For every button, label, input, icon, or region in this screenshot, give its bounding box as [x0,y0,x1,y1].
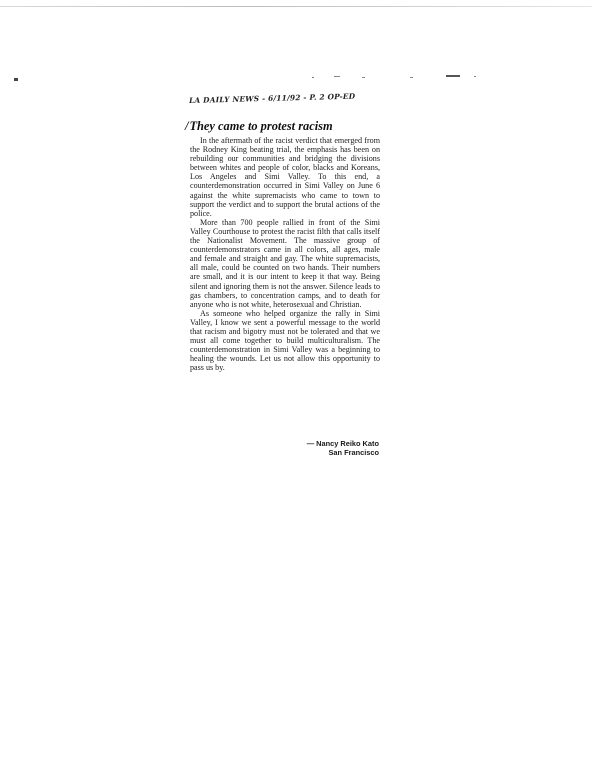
scan-speck [14,78,18,81]
article-body [190,136,380,372]
article-paragraph: In the aftermath of the racist verdict that emerged from the Rodney King beating trial, the emphasis has been on rebuilding our communities and bridging the divisions between whites and people of color, blacks and Koreans, Los Angeles and Simi Valley. To this end, a counterdemonstration occurred in Simi Valley on June 6 against the white supremacists who came to town to support the verdict and to support the brutal actions of the police. [190,136,380,218]
scan-speck [446,75,460,77]
scan-speck [334,76,340,77]
headline-text: They came to protest racism [189,119,333,133]
handwritten-source-note: LA DAILY NEWS - 6/11/92 - P. 2 OP-ED [188,91,356,105]
scan-speck [474,76,476,77]
article-paragraph: As someone who helped organize the rally in Simi Valley, I know we sent a powerful message to the world that racism and bigotry must not be tolerated and that we must all come together to build multiculturalism. The counterdemonstration in Simi Valley was a beginning to healing the wounds. Let us not allow this opportunity to pass us by. [190,308,380,373]
author-name: — Nancy Reiko Kato [306,439,379,448]
headline-check-mark: / [185,119,189,133]
author-city: San Francisco [328,448,379,457]
article-paragraph: More than 700 people rallied in front of the Simi Valley Courthouse to protest the racist filth that calls itself the Nationalist Movement. The massive group of counterdemonstrators came in all colors, all ages, male and female and straight and gay. The white supremacists, all male, could be counted on two hands. Their numbers are small, and it is our intent to keep it that way. Being silent and ignoring them is not the answer. Silence leads to gas chambers, to concentration camps, and to death for anyone who is not white, heterosexual and Christian. [190,217,380,309]
article-headline [185,119,381,133]
author-signature [293,439,379,457]
newspaper-clipping [183,91,383,466]
scan-speck [312,77,314,78]
scan-speck [410,77,413,78]
scan-speck [362,77,365,78]
scan-edge-line [0,6,592,7]
